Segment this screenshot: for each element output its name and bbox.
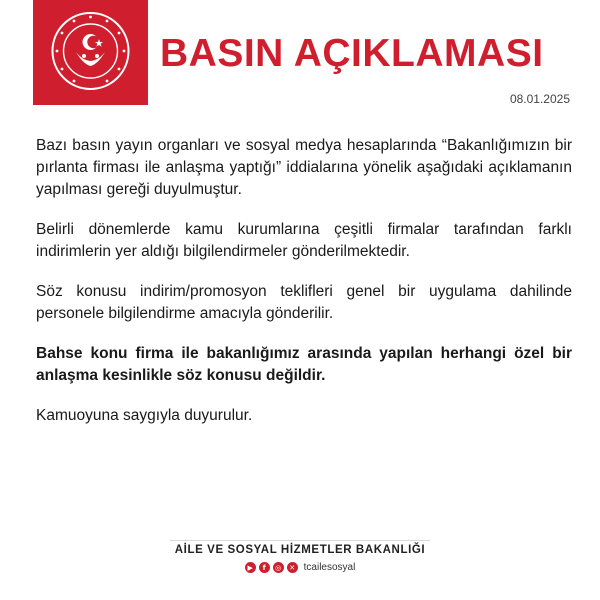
statement-body bbox=[36, 135, 572, 445]
instagram-icon[interactable]: ◎ bbox=[273, 562, 284, 573]
social-links bbox=[0, 562, 600, 573]
social-handle[interactable]: tcailesosyal bbox=[303, 562, 356, 573]
paragraph-discounts: Belirli dönemlerde kamu kurumlarına çeşitli firmalar tarafından farklı indirimlerin yer aldığı bilgilendirmeler gönderilmektedir. bbox=[36, 221, 572, 260]
ministry-logo bbox=[33, 0, 148, 105]
paragraph-denial: Bahse konu firma ile bakanlığımız arasında yapılan herhangi özel bir anlaşma kesinlikle söz konusu değildir. bbox=[36, 345, 572, 384]
paragraph-promotions: Söz konusu indirim/promosyon teklifleri genel bir uygulama dahilinde personele bilgilendirme amacıyla gönderilir. bbox=[36, 283, 572, 322]
footer-divider bbox=[170, 540, 430, 541]
ministry-seal-icon bbox=[33, 0, 148, 105]
ministry-name: AİLE VE SOSYAL HİZMETLER BAKANLIĞI bbox=[174, 544, 426, 556]
x-icon[interactable]: ✕ bbox=[287, 562, 298, 573]
facebook-icon[interactable]: f bbox=[259, 562, 270, 573]
paragraph-closing: Kamuoyuna saygıyla duyurulur. bbox=[36, 407, 253, 424]
release-date: 08.01.2025 bbox=[509, 92, 570, 106]
youtube-icon[interactable]: ▶ bbox=[245, 562, 256, 573]
page-title: BASIN AÇIKLAMASI bbox=[160, 32, 544, 75]
paragraph-intro: Bazı basın yayın organları ve sosyal medya hesaplarında “Bakanlığımızın bir pırlanta firması ile anlaşma yaptığı” iddialarına yönelik aşağıdaki açıklamanın yapılması gereği duyulmuştur. bbox=[36, 137, 572, 198]
